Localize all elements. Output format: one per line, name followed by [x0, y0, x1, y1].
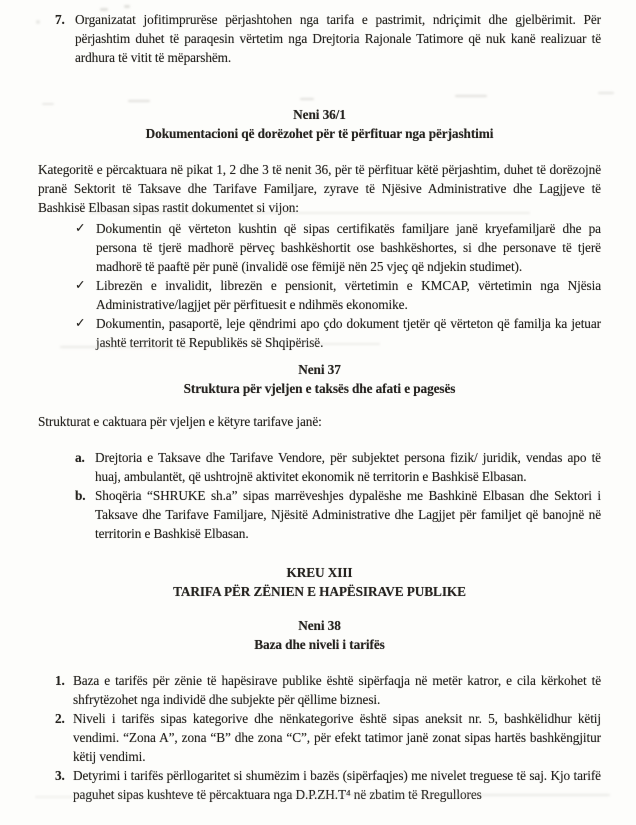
section-37-title: Neni 37 — [298, 362, 341, 377]
check-list — [38, 219, 601, 352]
section-36-1-subtitle: Dokumentacioni që dorëzohet për të përfituar nga përjashtimi — [145, 126, 494, 141]
list-marker: 1. — [55, 673, 65, 688]
scan-artifact — [455, 95, 487, 97]
list-marker: 7. — [55, 12, 65, 27]
list-item-7 — [55, 10, 601, 67]
numbered-list — [38, 671, 601, 804]
list-item-text: Shoqëria “SHRUKE sh.a” sipas marrëveshjes dypalëshe me Bashkinë Elbasan dhe Sektori i Taksave dhe Tarifave Familjare, Njësitë Administrative dhe Lagjjet për familjet që banojnë në territorin e Bashkisë Elbasan. — [95, 488, 601, 541]
list-item — [75, 486, 601, 543]
list-item-text: Librezën e invalidit, librezën e pensionit, vërtetimin e KMCAP, vërtetimin nga Njësia Administrative/lagjjet për përfituesit e ndihmës ekonomike. — [96, 278, 601, 312]
list-item — [55, 671, 601, 709]
list-item — [75, 314, 601, 352]
list-item-text: Dokumentin që vërteton kushtin që sipas certifikatës familjare janë kryefamiljarë dhe pa persona të tjerë madhorë përveç bashkëshortit ose bashkëshortes, si dhe personave të tjerë madhorë të paaftë për punë (invalidë ose fëmijë nën 25 vjeç që ndjekin studimet). — [96, 221, 601, 274]
list-item — [75, 219, 601, 276]
list-item — [55, 709, 601, 766]
alpha-list — [38, 448, 601, 543]
checkmark-icon: ✓ — [75, 221, 86, 235]
scan-artifact — [124, 5, 130, 8]
checkmark-icon: ✓ — [75, 278, 86, 292]
section-37-subtitle: Struktura për vjeljen e taksës dhe afati e pagesës — [183, 381, 456, 396]
list-marker: a. — [75, 450, 85, 465]
scan-artifact — [598, 92, 614, 94]
list-marker: 3. — [55, 768, 65, 783]
list-item-text: Organizatat jofitimprurëse përjashtohen nga tarifa e pastrimit, ndriçimit dhe gjelbërimit. Për përjashtim duhet të paraqesin vërtetim nga Drejtoria Rajonale Tatimore që nuk kanë realizuar të ardhura të vitit të mëparshëm. — [75, 12, 601, 65]
list-item-text: Baza e tarifës për zënie të hapësirave publike është sipërfaqja në metër katror, e cila kërkohet të shfrytëzohet nga individë dhe subjekte për qëllime biznesi. — [73, 673, 601, 707]
scan-artifact — [300, 98, 314, 100]
chapter-13-title: KREU XIII — [286, 565, 353, 580]
list-item-text: Detyrimi i tarifës përllogaritet si shumëzim i bazës (sipërfaqjes) me nivelet treguese të saj. Kjo tarifë paguhet sipas kushteve të përcaktuara nga D.P.ZH.T⁴ në zbatim të Rregullores — [73, 768, 601, 802]
section-36-1-intro: Kategoritë e përcaktuara në pikat 1, 2 dhe 3 të nenit 36, për të përfituar këtë përjashtim, duhet të dorëzojnë pranë Sektorit të Taksave dhe Tarifave Familjare, zyrave të Njësive Administrative dhe Lagjjeve të Bashkisë Elbasan sipas rastit dokumentet si vijon: — [38, 162, 601, 215]
list-item-text: Drejtoria e Taksave dhe Tarifave Vendore, për subjektet persona fizik/ juridik, vendas apo të huaj, ambulantët, që ushtrojnë aktivitet ekonomik në territorin e Bashkisë Elbasan. — [95, 450, 601, 484]
section-38-subtitle: Baza dhe niveli i tarifës — [254, 637, 385, 652]
list-item-text: Niveli i tarifës sipas kategorive dhe nënkategorive është sipas aneksit nr. 5, bashkëlidhur këtij vendimi. “Zona A”, zona “B” dhe zona “C”, për efekt tatimor janë zonat sipas hartës bashkëngjitur këtij vendimi. — [73, 711, 601, 764]
scan-artifact — [36, 20, 40, 24]
section-36-1-title: Neni 36/1 — [293, 107, 346, 122]
list-marker: b. — [75, 488, 86, 503]
list-item — [75, 276, 601, 314]
chapter-13-subtitle: TARIFA PËR ZËNIEN E HAPËSIRAVE PUBLIKE — [173, 584, 466, 599]
section-37-intro: Strukturat e caktuara për vjeljen e këtyre tarifave janë: — [38, 414, 322, 429]
scan-artifact — [128, 100, 150, 102]
section-38-title: Neni 38 — [298, 618, 341, 633]
list-item-text: Dokumentin, pasaportë, leje qëndrimi apo çdo dokument tjetër që vërteton që familja ka jetuar jashtë territorit të Republikës së Shqipërisë. — [96, 316, 601, 350]
checkmark-icon: ✓ — [75, 316, 86, 330]
list-item — [55, 766, 601, 804]
list-item — [75, 448, 601, 486]
list-marker: 2. — [55, 711, 65, 726]
